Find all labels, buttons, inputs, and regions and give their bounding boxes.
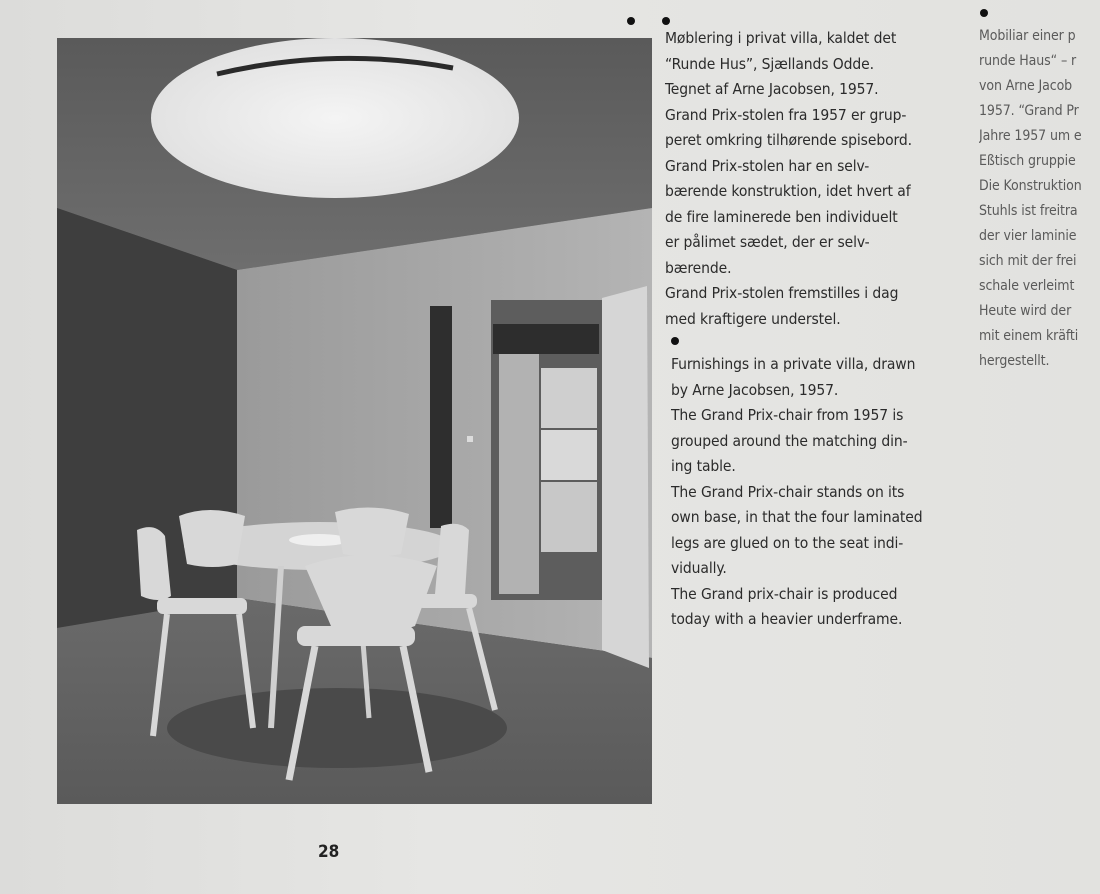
- caption-line: Eßtisch gruppie: [979, 153, 1076, 169]
- bullet-dot-2: [662, 17, 670, 25]
- page-number: 28: [318, 842, 340, 862]
- caption-line: bærende.: [665, 258, 732, 277]
- caption-line: Die Konstruktion: [979, 178, 1082, 194]
- caption-line: hergestellt.: [979, 353, 1050, 369]
- caption-line: today with a heavier underframe.: [671, 610, 903, 628]
- caption-line: Heute wird der: [979, 303, 1072, 319]
- caption-line: von Arne Jacob: [979, 78, 1073, 94]
- caption-line: mit einem kräfti: [979, 328, 1079, 344]
- caption-line: The Grand Prix-chair from 1957 is: [671, 406, 904, 424]
- caption-line: own base, in that the four laminated: [671, 508, 923, 526]
- caption-line: Grand Prix-stolen fremstilles i dag: [665, 284, 899, 302]
- caption-line: Mobiliar einer p: [979, 28, 1076, 44]
- caption-line: de fire laminerede ben individuelt: [665, 207, 898, 226]
- caption-line: grouped around the matching din-: [671, 431, 908, 450]
- caption-line: schale verleimt: [979, 278, 1075, 294]
- caption-line: Jahre 1957 um e: [979, 128, 1082, 144]
- caption-line: Stuhls ist freitra: [979, 203, 1078, 219]
- caption-danish: [665, 26, 965, 332]
- caption-line: Grand Prix-stolen har en selv-: [665, 156, 870, 175]
- caption-line: Furnishings in a private villa, drawn: [671, 355, 916, 373]
- caption-line: vidually.: [671, 559, 727, 577]
- caption-line: der vier laminie: [979, 228, 1077, 244]
- caption-line: med kraftigere understel.: [665, 309, 841, 328]
- caption-line: Tegnet af Arne Jacobsen, 1957.: [665, 80, 879, 98]
- caption-german: [979, 24, 1100, 374]
- bullet-dot-3: [980, 9, 988, 17]
- caption-line: ing table.: [671, 457, 736, 475]
- caption-line: by Arne Jacobsen, 1957.: [671, 380, 839, 399]
- caption-line: “Runde Hus”, Sjællands Odde.: [665, 54, 874, 73]
- interior-photo: [57, 38, 652, 804]
- caption-line: The Grand Prix-chair stands on its: [671, 482, 905, 501]
- caption-line: runde Haus“ – r: [979, 53, 1077, 69]
- caption-line: Grand Prix-stolen fra 1957 er grup-: [665, 105, 907, 124]
- caption-line: legs are glued on to the seat indi-: [671, 533, 904, 552]
- bullet-dot-1: [627, 17, 635, 25]
- caption-line: er pålimet sædet, der er selv-: [665, 233, 870, 251]
- interior-photo-illustration: [57, 38, 652, 804]
- caption-line: sich mit der frei: [979, 253, 1077, 269]
- caption-english: [671, 352, 971, 633]
- caption-line: bærende konstruktion, idet hvert af: [665, 182, 911, 200]
- caption-line: The Grand prix-chair is produced: [671, 584, 898, 603]
- bullet-dot-4: [671, 337, 679, 345]
- caption-line: peret omkring tilhørende spisebord.: [665, 131, 912, 149]
- caption-line: Møblering i privat villa, kaldet det: [665, 29, 897, 47]
- caption-line: 1957. “Grand Pr: [979, 103, 1079, 119]
